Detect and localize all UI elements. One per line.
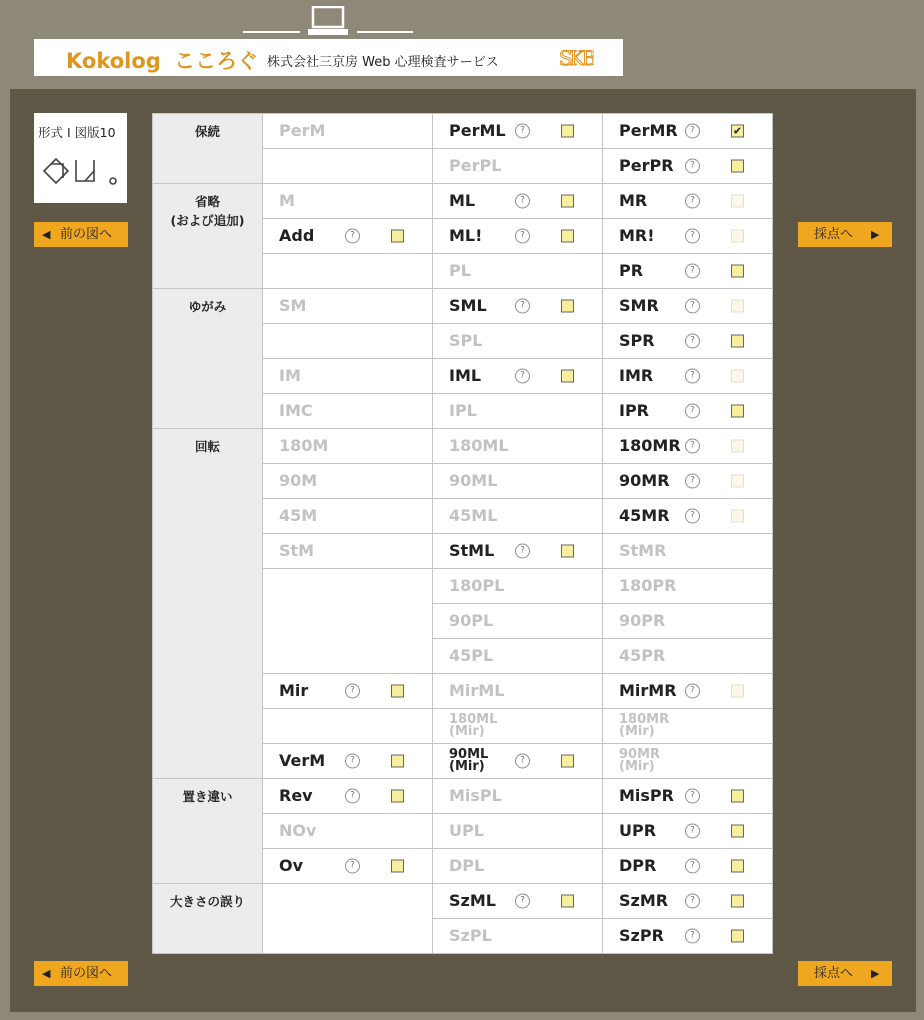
code-cell <box>263 394 433 429</box>
code-cell <box>603 149 773 184</box>
score-code: 45M <box>279 506 318 525</box>
score-code: 180ML (Mir) <box>449 712 498 739</box>
code-cell <box>603 184 773 219</box>
category-label: 省略 (および追加) <box>153 184 263 289</box>
score-checkbox[interactable] <box>561 230 574 243</box>
table-row <box>153 114 773 149</box>
code-cell <box>603 324 773 359</box>
code-cell <box>603 674 773 709</box>
code-cell <box>263 464 433 499</box>
right-arrow-icon: ▶ <box>871 967 880 980</box>
score-code: MR! <box>619 226 655 245</box>
score-code: 180M <box>279 436 329 455</box>
score-checkbox[interactable] <box>561 895 574 908</box>
code-cell <box>433 674 603 709</box>
code-cell <box>433 114 603 149</box>
score-checkbox[interactable] <box>731 440 744 453</box>
code-cell <box>263 184 433 219</box>
scoring-table-body <box>153 114 773 954</box>
score-code: 90MR (Mir) <box>619 747 661 774</box>
score-code: PR <box>619 261 644 280</box>
score-checkbox[interactable] <box>731 230 744 243</box>
help-icon[interactable]: ? <box>515 894 530 909</box>
help-icon[interactable]: ? <box>515 194 530 209</box>
left-arrow-icon: ◀ <box>42 228 51 241</box>
code-cell <box>263 674 433 709</box>
score-code: 45PL <box>449 646 494 665</box>
score-code: Mir <box>279 681 309 700</box>
score-checkbox[interactable] <box>731 860 744 873</box>
code-cell <box>603 429 773 464</box>
header-line-left <box>243 31 300 33</box>
code-cell <box>603 219 773 254</box>
table-row <box>153 779 773 814</box>
help-icon[interactable]: ? <box>685 229 700 244</box>
prev-figure-button-bottom[interactable] <box>34 961 128 986</box>
prev-figure-label: 前の図へ <box>60 966 113 981</box>
code-cell <box>263 289 433 324</box>
score-code: SML <box>449 296 487 315</box>
table-row <box>153 429 773 464</box>
score-code: 180MR (Mir) <box>619 712 670 739</box>
to-scoring-label: 採点へ <box>814 966 854 981</box>
code-cell <box>603 814 773 849</box>
score-checkbox[interactable] <box>561 370 574 383</box>
code-cell <box>433 534 603 569</box>
score-code: IMC <box>279 401 313 420</box>
score-checkbox[interactable] <box>731 790 744 803</box>
laptop-icon <box>308 6 348 36</box>
score-code: IML <box>449 366 482 385</box>
category-label: 回転 <box>153 429 263 779</box>
empty-cell <box>263 254 433 289</box>
scoring-table <box>152 113 773 954</box>
score-code: MisPL <box>449 786 502 805</box>
category-label: 保続 <box>153 114 263 184</box>
empty-cell <box>263 884 433 954</box>
score-checkbox[interactable] <box>731 335 744 348</box>
code-cell <box>603 289 773 324</box>
help-icon[interactable]: ? <box>685 124 700 139</box>
code-cell <box>433 884 603 919</box>
help-icon[interactable]: ? <box>685 894 700 909</box>
code-cell <box>263 219 433 254</box>
code-cell <box>263 429 433 464</box>
score-code: 180MR <box>619 436 681 455</box>
category-label: ゆがみ <box>153 289 263 429</box>
score-checkbox[interactable] <box>731 195 744 208</box>
help-icon[interactable]: ? <box>685 509 700 524</box>
score-checkbox[interactable] <box>731 825 744 838</box>
help-icon[interactable]: ? <box>685 264 700 279</box>
code-cell <box>603 464 773 499</box>
score-checkbox[interactable] <box>731 265 744 278</box>
code-cell <box>433 779 603 814</box>
help-icon[interactable]: ? <box>685 474 700 489</box>
score-checkbox[interactable] <box>391 755 404 768</box>
help-icon[interactable]: ? <box>685 404 700 419</box>
table-row <box>153 184 773 219</box>
score-code: 90ML <box>449 471 498 490</box>
code-cell <box>603 359 773 394</box>
score-code: 180PR <box>619 576 677 595</box>
code-cell <box>603 884 773 919</box>
code-cell <box>603 569 773 604</box>
code-cell <box>433 499 603 534</box>
score-checkbox[interactable] <box>731 510 744 523</box>
score-code: SzML <box>449 891 496 910</box>
brand-title-en: Kokolog <box>66 49 161 73</box>
help-icon[interactable]: ? <box>685 334 700 349</box>
to-scoring-button[interactable] <box>798 222 892 247</box>
code-cell <box>433 849 603 884</box>
help-icon[interactable]: ? <box>685 194 700 209</box>
help-icon[interactable]: ? <box>685 439 700 454</box>
code-cell <box>433 219 603 254</box>
score-code: StM <box>279 541 315 560</box>
code-cell <box>603 779 773 814</box>
score-code: MirML <box>449 681 505 700</box>
score-code: 90ML (Mir) <box>449 747 489 774</box>
code-cell <box>263 779 433 814</box>
score-checkbox[interactable] <box>391 860 404 873</box>
table-row <box>153 289 773 324</box>
score-code: SMR <box>619 296 659 315</box>
code-cell <box>603 744 773 779</box>
score-code: 180PL <box>449 576 505 595</box>
help-icon[interactable]: ? <box>345 859 360 874</box>
score-code: PerML <box>449 121 506 140</box>
score-code: IM <box>279 366 301 385</box>
plate-thumbnail <box>34 113 127 203</box>
code-cell <box>433 709 603 744</box>
code-cell <box>263 814 433 849</box>
code-cell <box>433 464 603 499</box>
code-cell <box>433 919 603 954</box>
code-cell <box>263 849 433 884</box>
score-code: 90M <box>279 471 318 490</box>
score-code: NOv <box>279 821 317 840</box>
bender-figure-image <box>40 151 124 191</box>
code-cell <box>603 709 773 744</box>
code-cell <box>433 814 603 849</box>
score-checkbox[interactable] <box>731 475 744 488</box>
score-code: 45PR <box>619 646 666 665</box>
code-cell <box>603 604 773 639</box>
score-checkbox[interactable] <box>561 125 574 138</box>
code-cell <box>433 149 603 184</box>
code-cell <box>433 289 603 324</box>
code-cell <box>263 534 433 569</box>
score-code: 180ML <box>449 436 509 455</box>
help-icon[interactable]: ? <box>515 229 530 244</box>
brand-title-jp: こころぐ <box>174 49 259 73</box>
score-code: DPR <box>619 856 657 875</box>
score-code: PerPL <box>449 156 502 175</box>
to-scoring-label: 採点へ <box>814 227 854 242</box>
code-cell <box>433 254 603 289</box>
score-code: 45ML <box>449 506 498 525</box>
code-cell <box>433 359 603 394</box>
score-checkbox[interactable] <box>731 685 744 698</box>
score-code: SPL <box>449 331 483 350</box>
service-subtitle: 株式会社三京房 Web 心理検査サービス <box>267 55 499 70</box>
score-code: 90PR <box>619 611 666 630</box>
score-checkbox[interactable] <box>561 300 574 313</box>
help-icon[interactable]: ? <box>685 369 700 384</box>
score-code: PerM <box>279 121 326 140</box>
help-icon[interactable]: ? <box>345 789 360 804</box>
score-code: UPR <box>619 821 657 840</box>
category-label: 大きさの誤り <box>153 884 263 954</box>
left-arrow-icon: ◀ <box>42 967 51 980</box>
score-checkbox[interactable] <box>731 895 744 908</box>
plate-label: 形式 I 図版10 <box>38 125 116 140</box>
score-code: VerM <box>279 751 326 770</box>
help-icon[interactable]: ? <box>685 299 700 314</box>
score-code: SPR <box>619 331 655 350</box>
score-code: PerMR <box>619 121 678 140</box>
score-code: StML <box>449 541 495 560</box>
help-icon[interactable]: ? <box>685 929 700 944</box>
help-icon[interactable]: ? <box>515 299 530 314</box>
prev-figure-label: 前の図へ <box>60 227 113 242</box>
score-code: IPL <box>449 401 477 420</box>
score-checkbox[interactable]: ✔ <box>732 124 743 138</box>
score-code: SzPR <box>619 926 664 945</box>
code-cell <box>433 569 603 604</box>
score-code: MisPR <box>619 786 674 805</box>
code-cell <box>433 429 603 464</box>
code-cell <box>603 849 773 884</box>
score-checkbox[interactable] <box>731 300 744 313</box>
code-cell <box>603 254 773 289</box>
empty-cell <box>263 324 433 359</box>
score-code: MirMR <box>619 681 677 700</box>
score-code: 45MR <box>619 506 670 525</box>
score-checkbox[interactable] <box>391 230 404 243</box>
score-checkbox[interactable] <box>731 930 744 943</box>
score-checkbox[interactable] <box>391 790 404 803</box>
code-cell <box>263 359 433 394</box>
code-cell <box>263 499 433 534</box>
score-checkbox[interactable] <box>731 160 744 173</box>
skb-logo-text: SKB <box>558 46 594 70</box>
help-icon[interactable]: ? <box>345 229 360 244</box>
score-code: SM <box>279 296 307 315</box>
code-cell <box>433 394 603 429</box>
help-icon[interactable]: ? <box>685 789 700 804</box>
help-icon[interactable]: ? <box>685 824 700 839</box>
help-icon[interactable]: ? <box>515 124 530 139</box>
code-cell <box>603 114 773 149</box>
score-code: Add <box>279 226 315 245</box>
skb-logo <box>558 42 594 72</box>
header-line-right <box>357 31 413 33</box>
score-code: UPL <box>449 821 484 840</box>
brand-title <box>66 45 258 75</box>
score-checkbox[interactable] <box>391 685 404 698</box>
score-code: IMR <box>619 366 654 385</box>
code-cell <box>603 394 773 429</box>
help-icon[interactable]: ? <box>345 754 360 769</box>
code-cell <box>603 919 773 954</box>
code-cell <box>433 324 603 359</box>
help-icon[interactable]: ? <box>685 684 700 699</box>
score-code: PL <box>449 261 471 280</box>
score-code: 90MR <box>619 471 670 490</box>
code-cell <box>433 744 603 779</box>
help-icon[interactable]: ? <box>685 159 700 174</box>
prev-figure-button[interactable] <box>34 222 128 247</box>
code-cell <box>603 534 773 569</box>
help-icon[interactable]: ? <box>515 369 530 384</box>
score-code: IPR <box>619 401 649 420</box>
score-code: SzPL <box>449 926 492 945</box>
empty-cell <box>263 149 433 184</box>
score-code: Rev <box>279 786 313 805</box>
right-arrow-icon: ▶ <box>871 228 880 241</box>
score-code: StMR <box>619 541 667 560</box>
empty-cell <box>263 569 433 674</box>
help-icon[interactable]: ? <box>515 754 530 769</box>
code-cell <box>433 184 603 219</box>
score-checkbox[interactable] <box>731 405 744 418</box>
score-code: PerPR <box>619 156 674 175</box>
category-label: 置き違い <box>153 779 263 884</box>
code-cell <box>603 499 773 534</box>
code-cell <box>263 744 433 779</box>
to-scoring-button-bottom[interactable] <box>798 961 892 986</box>
empty-cell <box>263 709 433 744</box>
score-checkbox[interactable] <box>731 370 744 383</box>
score-checkbox[interactable] <box>561 755 574 768</box>
score-checkbox[interactable] <box>561 545 574 558</box>
score-code: ML! <box>449 226 483 245</box>
help-icon[interactable]: ? <box>515 544 530 559</box>
score-code: DPL <box>449 856 485 875</box>
table-row <box>153 884 773 919</box>
code-cell <box>433 639 603 674</box>
score-code: M <box>279 191 295 210</box>
header-banner <box>34 39 623 76</box>
code-cell <box>603 639 773 674</box>
score-checkbox[interactable] <box>561 195 574 208</box>
score-code: Ov <box>279 856 304 875</box>
score-code: MR <box>619 191 648 210</box>
score-code: SzMR <box>619 891 669 910</box>
score-code: ML <box>449 191 476 210</box>
code-cell <box>433 604 603 639</box>
help-icon[interactable]: ? <box>685 859 700 874</box>
code-cell <box>263 114 433 149</box>
score-code: 90PL <box>449 611 494 630</box>
help-icon[interactable]: ? <box>345 684 360 699</box>
